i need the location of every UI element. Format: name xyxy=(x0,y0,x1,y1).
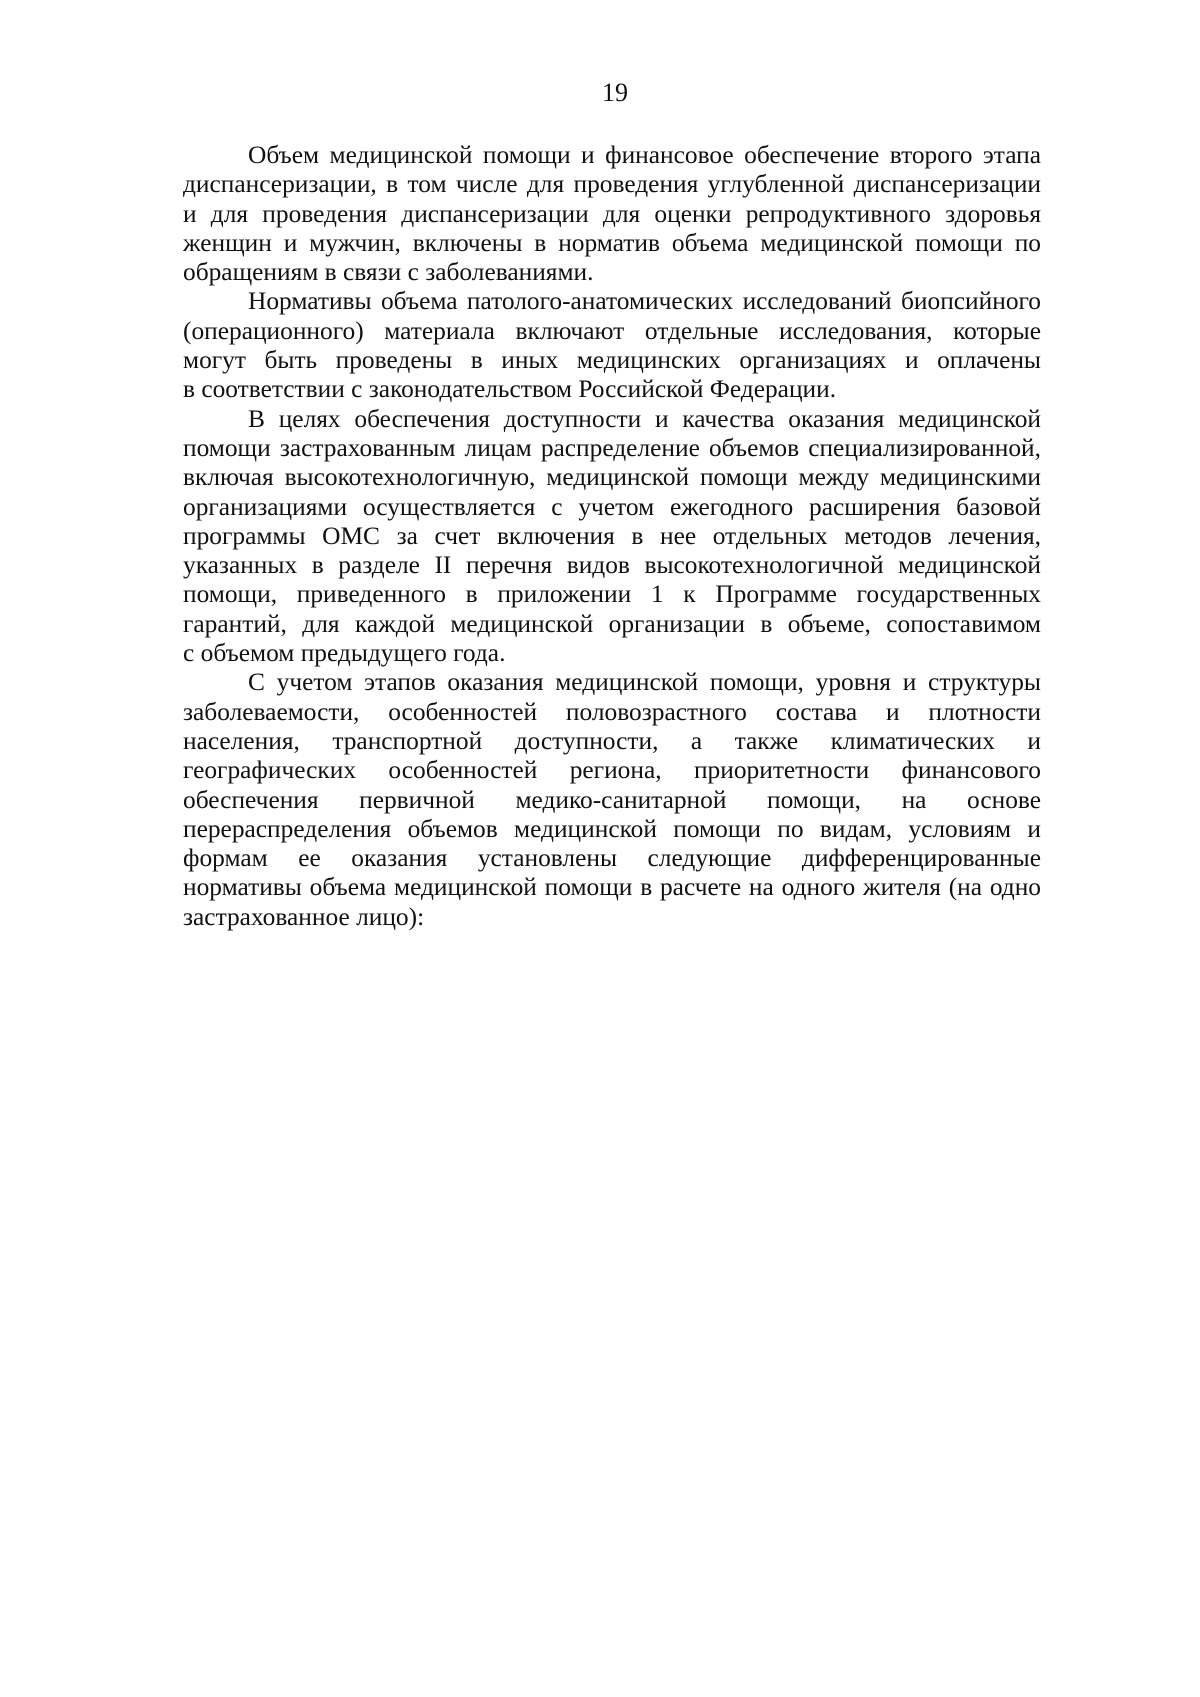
text-line: застрахованное лицо): xyxy=(183,902,425,931)
text-line: Нормативы объема патолого-анатомических исследований биопсийного xyxy=(248,287,1041,316)
text-line: заболеваемости, особенностей половозрастного состава и плотности xyxy=(183,697,1041,726)
text-line: диспансеризации, в том числе для проведения углубленной диспансеризации xyxy=(183,170,1041,199)
paragraph xyxy=(183,405,1041,669)
text-line: организациями осуществляется с учетом ежегодного расширения базовой xyxy=(183,492,1041,521)
text-line: могут быть проведены в иных медицинских организациях и оплачены xyxy=(183,346,1041,375)
text-line: в соответствии с законодательством Российской Федерации. xyxy=(183,375,837,404)
text-line: населения, транспортной доступности, а также климатических и xyxy=(183,726,1041,755)
text-line: Объем медицинской помощи и финансовое обеспечение второго этапа xyxy=(248,141,1041,169)
text-line: помощи застрахованным лицам распределение объемов специализированной, xyxy=(183,433,1041,462)
paragraph xyxy=(183,668,1041,932)
text-line: гарантий, для каждой медицинской организации в объеме, сопоставимом xyxy=(183,609,1041,638)
text-line: программы ОМС за счет включения в нее отдельных методов лечения, xyxy=(183,521,1041,550)
document-body xyxy=(183,141,1041,932)
page-number: 19 xyxy=(602,78,628,107)
text-line: обеспечения первичной медико-санитарной помощи, на основе xyxy=(183,785,1041,814)
text-line: женщин и мужчин, включены в норматив объема медицинской помощи по xyxy=(183,228,1041,257)
text-line: указанных в разделе II перечня видов высокотехнологичной медицинской xyxy=(183,551,1041,580)
text-line: нормативы объема медицинской помощи в расчете на одного жителя (на одно xyxy=(183,873,1041,902)
text-line: (операционного) материала включают отдельные исследования, которые xyxy=(183,316,1041,345)
text-line: и для проведения диспансеризации для оценки репродуктивного здоровья xyxy=(183,199,1041,228)
paragraph xyxy=(183,287,1041,404)
text-line: обращениям в связи с заболеваниями. xyxy=(183,258,594,287)
text-line: В целях обеспечения доступности и качества оказания медицинской xyxy=(248,404,1041,433)
text-line: помощи, приведенного в приложении 1 к Программе государственных xyxy=(183,580,1041,609)
text-line: С учетом этапов оказания медицинской помощи, уровня и структуры xyxy=(248,668,1041,697)
text-line: географических особенностей региона, приоритетности финансового xyxy=(183,756,1041,785)
text-line: с объемом предыдущего года. xyxy=(183,639,506,668)
text-line: включая высокотехнологичную, медицинской помощи между медицинскими xyxy=(183,463,1041,492)
text-line: перераспределения объемов медицинской помощи по видам, условиям и xyxy=(183,814,1041,843)
text-line: формам ее оказания установлены следующие дифференцированные xyxy=(183,844,1041,873)
paragraph xyxy=(183,141,1041,287)
